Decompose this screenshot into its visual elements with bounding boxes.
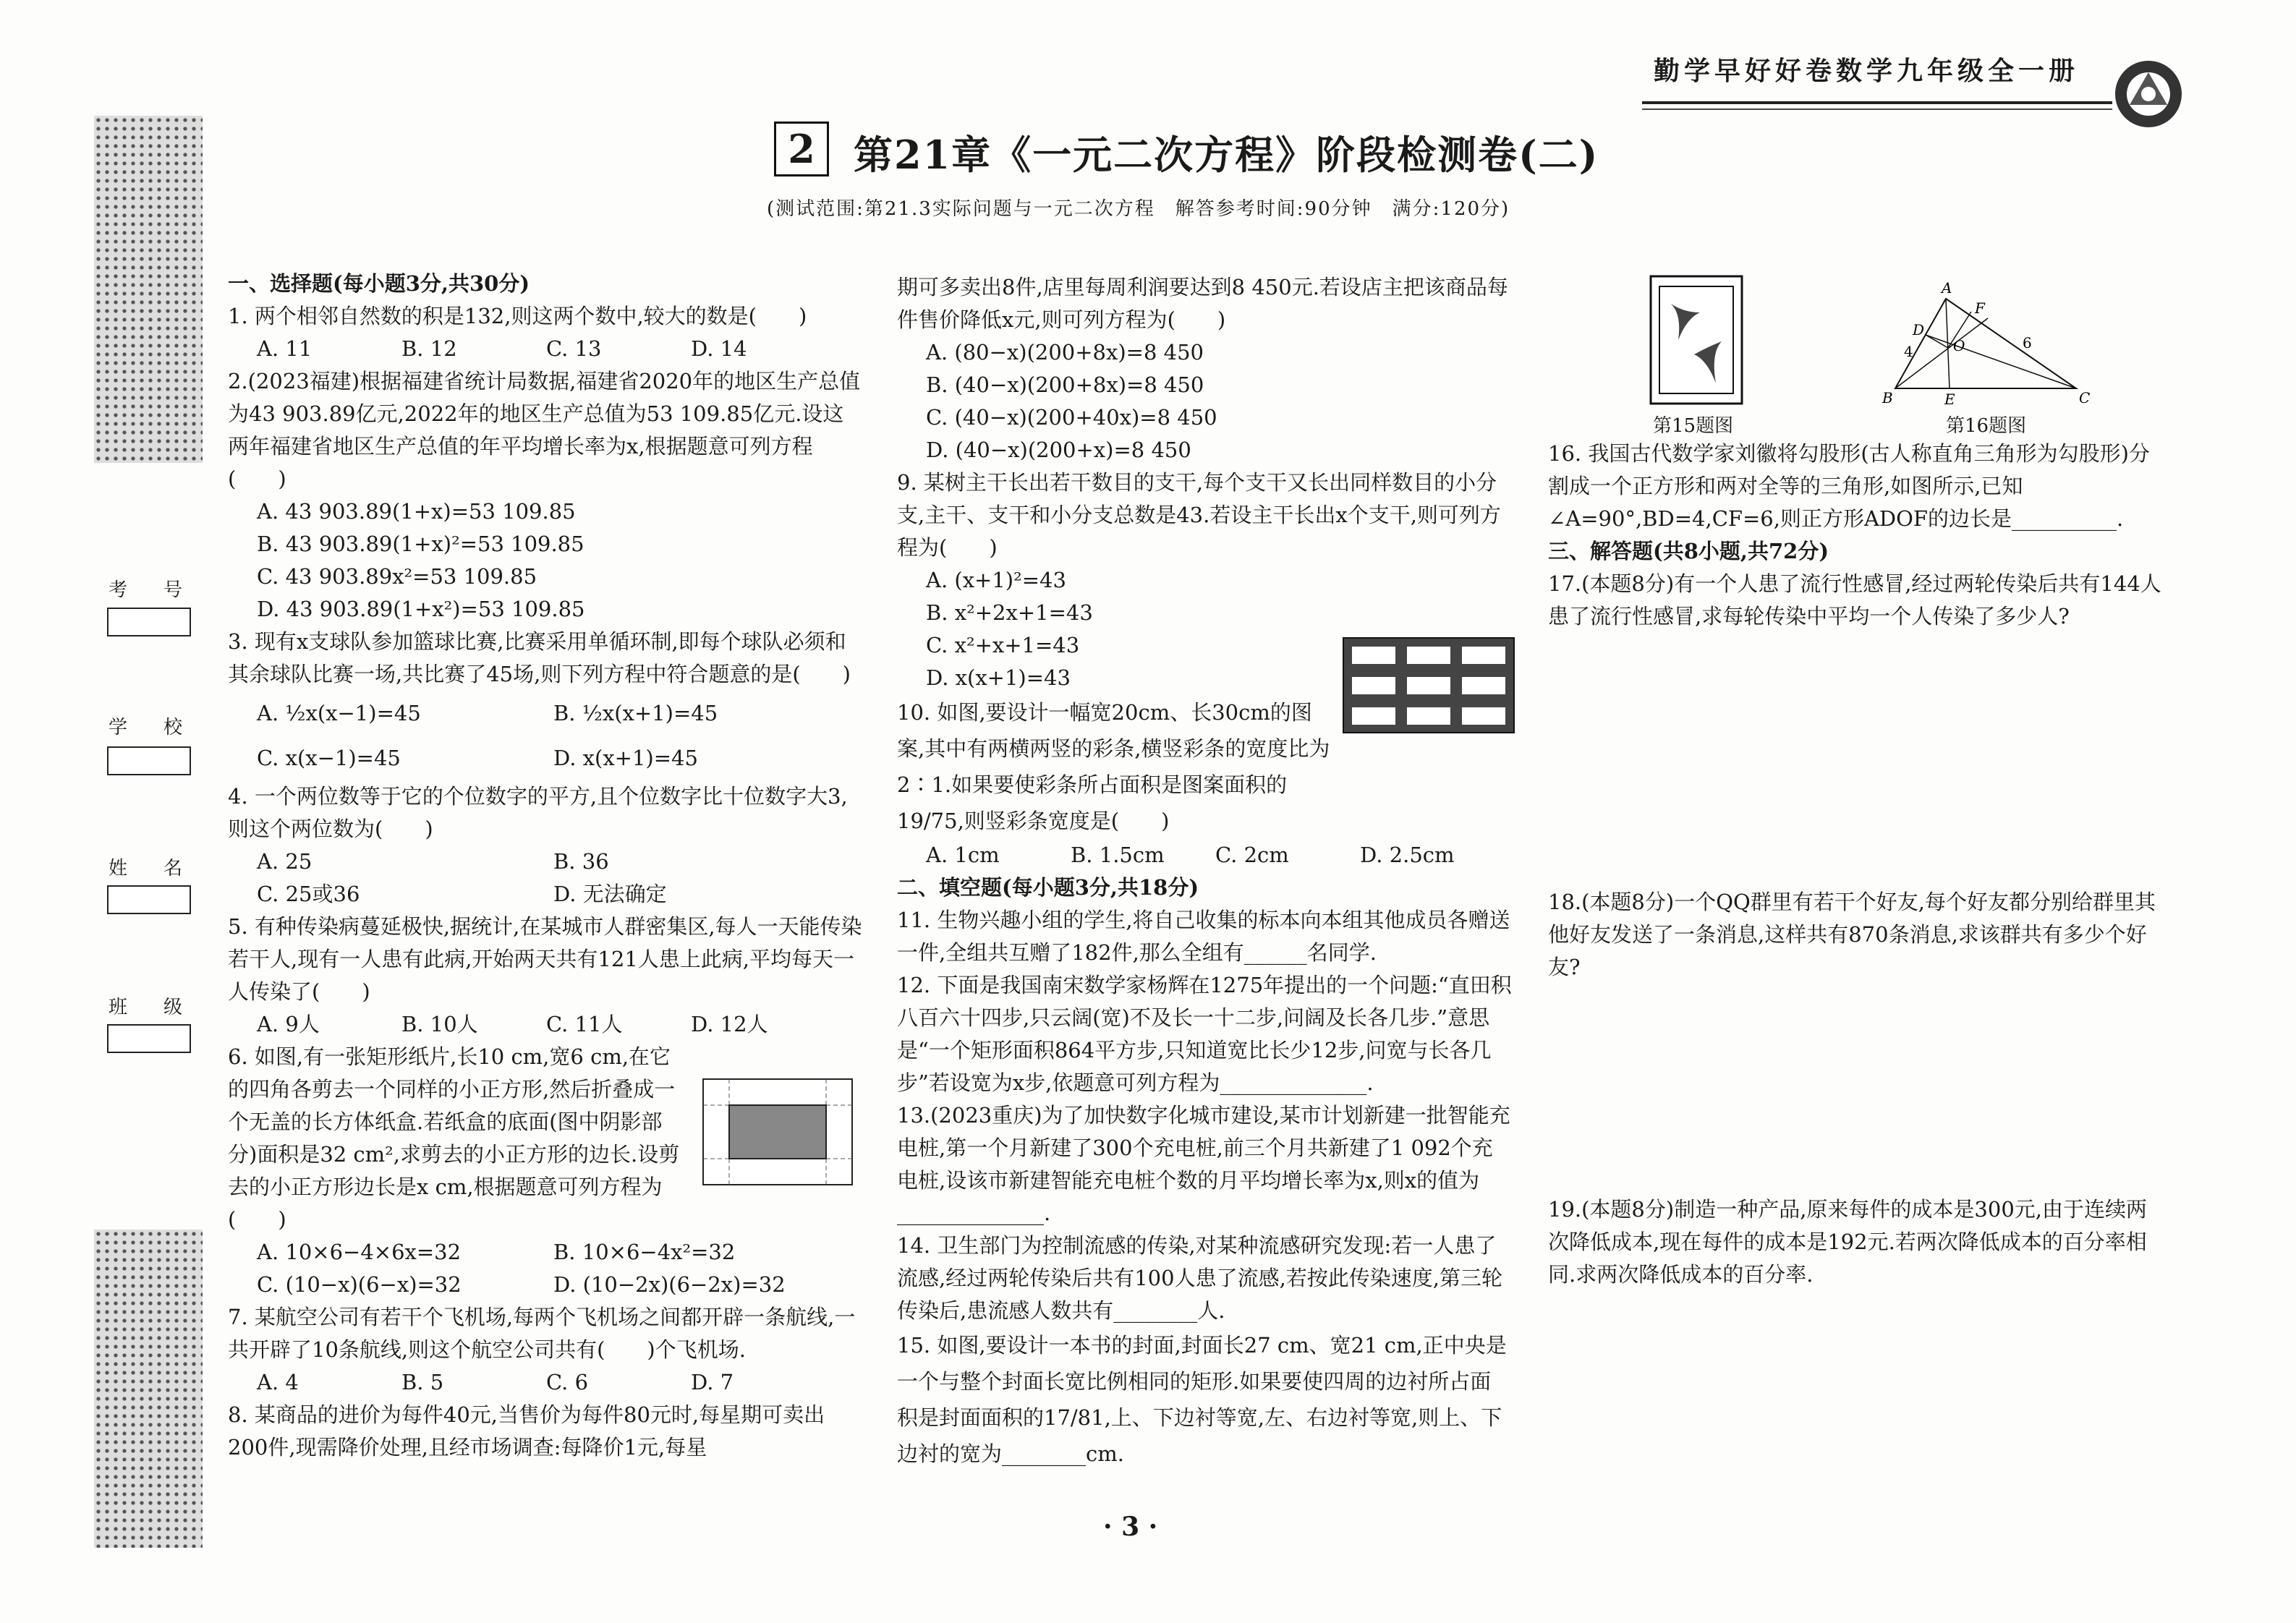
option: B. 10人 <box>401 1012 478 1036</box>
option: D. x(x+1)=45 <box>553 746 698 770</box>
question-13: 13.(2023重庆)为了加快数字化城市建设,某市计划新建一批智能充电桩,第一个月新建了300个充电桩,前三个月共新建了1 092个充电桩,设该市新建智能充电桩个数的月平均增长率为x,则x的值为______________. <box>897 1103 1510 1225</box>
option: D. x(x+1)=43 <box>926 665 1071 690</box>
option: B. ½x(x+1)=45 <box>553 701 718 725</box>
question-16-figure <box>1881 278 2091 409</box>
question-17: 17.(本题8分)有一个人患了流行性感冒,经过两轮传染后共有144人患了流行性感冒,求每轮传染中平均一个人传染了多少人? <box>1548 571 2161 629</box>
option: A. 4 <box>257 1370 299 1394</box>
question-15-figure <box>1649 275 1743 405</box>
question-7-options <box>228 1366 864 1399</box>
option: D. 无法确定 <box>553 882 667 906</box>
option: D. 43 903.89(1+x²)=53 109.85 <box>257 597 585 621</box>
option: A. ½x(x−1)=45 <box>257 701 421 725</box>
section-fill-heading: 二、填空题(每小题3分,共18分) <box>897 875 1199 900</box>
label-6: 6 <box>2023 334 2032 352</box>
binding-pattern-top <box>94 116 203 463</box>
label-b: B <box>1882 389 1893 406</box>
option: A. 25 <box>257 849 312 874</box>
label-d: D <box>1913 321 1925 338</box>
column-2 <box>897 271 1512 1472</box>
side-label-name: 姓名 <box>109 858 219 879</box>
question-6-figure <box>702 1078 854 1186</box>
option: A. 1cm <box>926 843 1000 867</box>
question-12: 12. 下面是我国南宋数学家杨辉在1275年提出的一个问题:“直田积八百六十四步,只云阔(宽)不及长一十二步,问阔及长各几步.”意思是“一个矩形面积864平方步,只知道宽比长少12步,问宽与长各几步”若设宽为x步,依题意可列方程为______________. <box>897 973 1512 1095</box>
option: C. 2cm <box>1215 843 1289 867</box>
question-5: 5. 有种传染病蔓延极快,据统计,在某城市人群密集区,每人一天能传染若干人,现有一人患有此病,开始两天共有121人患上此病,平均每天一人传染了( ) <box>228 914 862 1004</box>
school-field[interactable] <box>107 746 191 775</box>
question-2: 2.(2023福建)根据福建省统计局数据,福建省2020年的地区生产总值为43 903.89亿元,2022年的地区生产总值为53 109.85亿元.设这两年福建省地区生产总值的年平均增长率为x,根据题意可列方程( ) <box>228 369 861 491</box>
question-8: 8. 某商品的进价为每件40元,当售价为每件80元时,每星期可卖出200件,现需降价处理,且经市场调查:每降价1元,每星 <box>228 1402 825 1460</box>
test-title: 第21章《一元二次方程》阶段检测卷(二) <box>854 132 1599 178</box>
answer-space-17[interactable] <box>1548 633 2163 886</box>
question-11: 11. 生物兴趣小组的学生,将自己收集的标本向本组其他成员各赠送一件,全组共互赠了182件,那么全组有______名同学. <box>897 908 1510 965</box>
class-field[interactable] <box>107 1024 191 1053</box>
option: C. 11人 <box>546 1012 623 1036</box>
answer-space-18[interactable] <box>1548 984 2163 1193</box>
option: A. 10×6−4×6x=32 <box>257 1240 462 1264</box>
option: A. 11 <box>257 336 312 361</box>
option: D. 7 <box>691 1370 734 1394</box>
question-5-options <box>228 1008 864 1041</box>
question-3: 3. 现有x支球队参加篮球比赛,比赛采用单循环制,即每个球队必须和其余球队比赛一场,共比赛了45场,则下列方程中符合题意的是( ) <box>228 629 851 686</box>
option: A. 43 903.89(1+x)=53 109.85 <box>257 499 576 524</box>
option: B. 36 <box>553 849 609 874</box>
question-19: 19.(本题8分)制造一种产品,原来每件的成本是300元,由于连续两次降低成本,现在每件的成本是192元.若两次降低成本的百分率相同.求两次降低成本的百分率. <box>1548 1197 2147 1287</box>
option: C. 25或36 <box>257 882 360 906</box>
header-rule-thin <box>1642 108 2112 110</box>
option: B. 12 <box>401 336 457 361</box>
question-6-options <box>228 1236 864 1301</box>
side-label-school: 学校 <box>109 717 219 738</box>
option: D. 2.5cm <box>1360 843 1455 867</box>
publisher-logo-icon <box>2112 58 2185 130</box>
question-8-options <box>897 336 1512 467</box>
question-1-options <box>228 333 864 365</box>
option: B. 43 903.89(1+x)²=53 109.85 <box>257 532 584 556</box>
question-10-options <box>897 839 1512 872</box>
question-3-options <box>228 691 864 780</box>
section-answer-heading: 三、解答题(共8小题,共72分) <box>1548 539 1829 563</box>
side-label-exam-number: 考号 <box>109 579 219 601</box>
test-number-box: 2 <box>774 122 829 176</box>
figure-15-caption: 第15题图 <box>1653 415 1734 437</box>
question-4: 4. 一个两位数等于它的个位数字的平方,且个位数字比十位数字大3,则这个两位数为( ) <box>228 784 848 841</box>
question-14: 14. 卫生部门为控制流感的传染,对某种流感研究发现:若一人患了流感,经过两轮传染后共有100人患了流感,若按此传染速度,第三轮传染后,患流感人数共有________人. <box>897 1233 1503 1323</box>
option: B. (40−x)(200+8x)=8 450 <box>926 372 1204 397</box>
option: B. 1.5cm <box>1071 843 1165 867</box>
option: A. (x+1)²=43 <box>926 568 1066 592</box>
question-15: 15. 如图,要设计一本书的封面,封面长27 cm、宽21 cm,正中央是一个与整个封面长宽比例相同的矩形.如果要使四周的边衬所占面积是封面面积的17/81,上、下边衬等宽,左、右边衬等宽,则上、下边衬的宽为________cm. <box>897 1333 1507 1466</box>
question-10: 10. 如图,要设计一幅宽20cm、长30cm的图案,其中有两横两竖的彩条,横竖彩条的宽度比为2∶1.如果要使彩条所占面积是图案面积的19/75,则竖彩条宽度是( ) <box>897 700 1330 833</box>
option: B. x²+2x+1=43 <box>926 600 1093 625</box>
option: C. 43 903.89x²=53 109.85 <box>257 564 537 589</box>
option: D. 12人 <box>691 1012 768 1036</box>
question-6: 6. 如图,有一张矩形纸片,长10 cm,宽6 cm,在它的四角各剪去一个同样的小正方形,然后折叠成一个无盖的长方体纸盒.若纸盒的底面(图中阴影部分)面积是32 cm²,求剪去的小正方形的边长.设剪去的小正方形边长是x cm,根据题意可列方程为( ) <box>228 1044 680 1232</box>
page-number: · 3 · <box>1103 1512 1158 1542</box>
option: C. (10−x)(6−x)=32 <box>257 1272 462 1297</box>
question-2-options <box>228 495 864 626</box>
question-4-options <box>228 845 864 911</box>
label-o: O <box>1953 337 1965 354</box>
question-16: 16. 我国古代数学家刘徽将勾股形(古人称直角三角形为勾股形)分割成一个正方形和两对全等的三角形,如图所示,已知∠A=90°,BD=4,CF=6,则正方形ADOF的边长是__________. <box>1548 441 2150 531</box>
question-1: 1. 两个相邻自然数的积是132,则这两个数中,较大的数是( ) <box>228 304 807 328</box>
question-10-figure <box>1342 636 1515 734</box>
option: B. 5 <box>401 1370 444 1394</box>
option: D. (10−2x)(6−2x)=32 <box>553 1272 786 1297</box>
side-label-class: 班级 <box>109 997 219 1018</box>
option: C. 13 <box>546 336 602 361</box>
header-rule <box>1642 101 2112 104</box>
binding-pattern-bottom <box>94 1230 203 1548</box>
exam-number-field[interactable] <box>107 608 191 636</box>
question-8-continued: 期可多卖出8件,店里每周利润要达到8 450元.若设店主把该商品每件售价降低x元,则可列方程为( ) <box>897 275 1508 332</box>
label-e: E <box>1944 391 1955 408</box>
option: B. 10×6−4x²=32 <box>553 1240 736 1264</box>
option: C. (40−x)(200+40x)=8 450 <box>926 405 1217 430</box>
option: D. (40−x)(200+x)=8 450 <box>926 438 1191 462</box>
label-4: 4 <box>1904 343 1913 360</box>
option: A. 9人 <box>257 1012 320 1036</box>
question-9: 9. 某树主干长出若干数目的支干,每个支干又长出同样数目的小分支,主干、支干和小分支总数是43.若设主干长出x个支干,则可列方程为( ) <box>897 470 1501 560</box>
test-subtitle: (测试范围:第21.3实际问题与一元二次方程 解答参考时间:90分钟 满分:120分) <box>767 198 1510 220</box>
figure-16-caption: 第16题图 <box>1946 415 2027 437</box>
option: C. x²+x+1=43 <box>926 633 1080 657</box>
series-title: 勤学早好好卷数学九年级全一册 <box>1653 56 2079 86</box>
option: A. (80−x)(200+8x)=8 450 <box>926 340 1204 365</box>
option: C. 6 <box>546 1370 589 1394</box>
option: C. x(x−1)=45 <box>257 746 401 770</box>
name-field[interactable] <box>107 885 191 914</box>
label-f: F <box>1975 299 1985 317</box>
section-choice-heading: 一、选择题(每小题3分,共30分) <box>228 271 530 296</box>
question-7: 7. 某航空公司有若干个飞机场,每两个飞机场之间都开辟一条航线,一共开辟了10条航线,则这个航空公司共有( )个飞机场. <box>228 1305 856 1362</box>
column-3 <box>1548 438 2163 1291</box>
label-c: C <box>2079 389 2091 406</box>
option: D. 14 <box>691 336 747 361</box>
column-1 <box>228 268 864 1464</box>
question-18: 18.(本题8分)一个QQ群里有若干个好友,每个好友都分别给群里其他好友发送了一条消息,这样共有870条消息,求该群共有多少个好友? <box>1548 890 2156 979</box>
label-a: A <box>1942 279 1952 297</box>
